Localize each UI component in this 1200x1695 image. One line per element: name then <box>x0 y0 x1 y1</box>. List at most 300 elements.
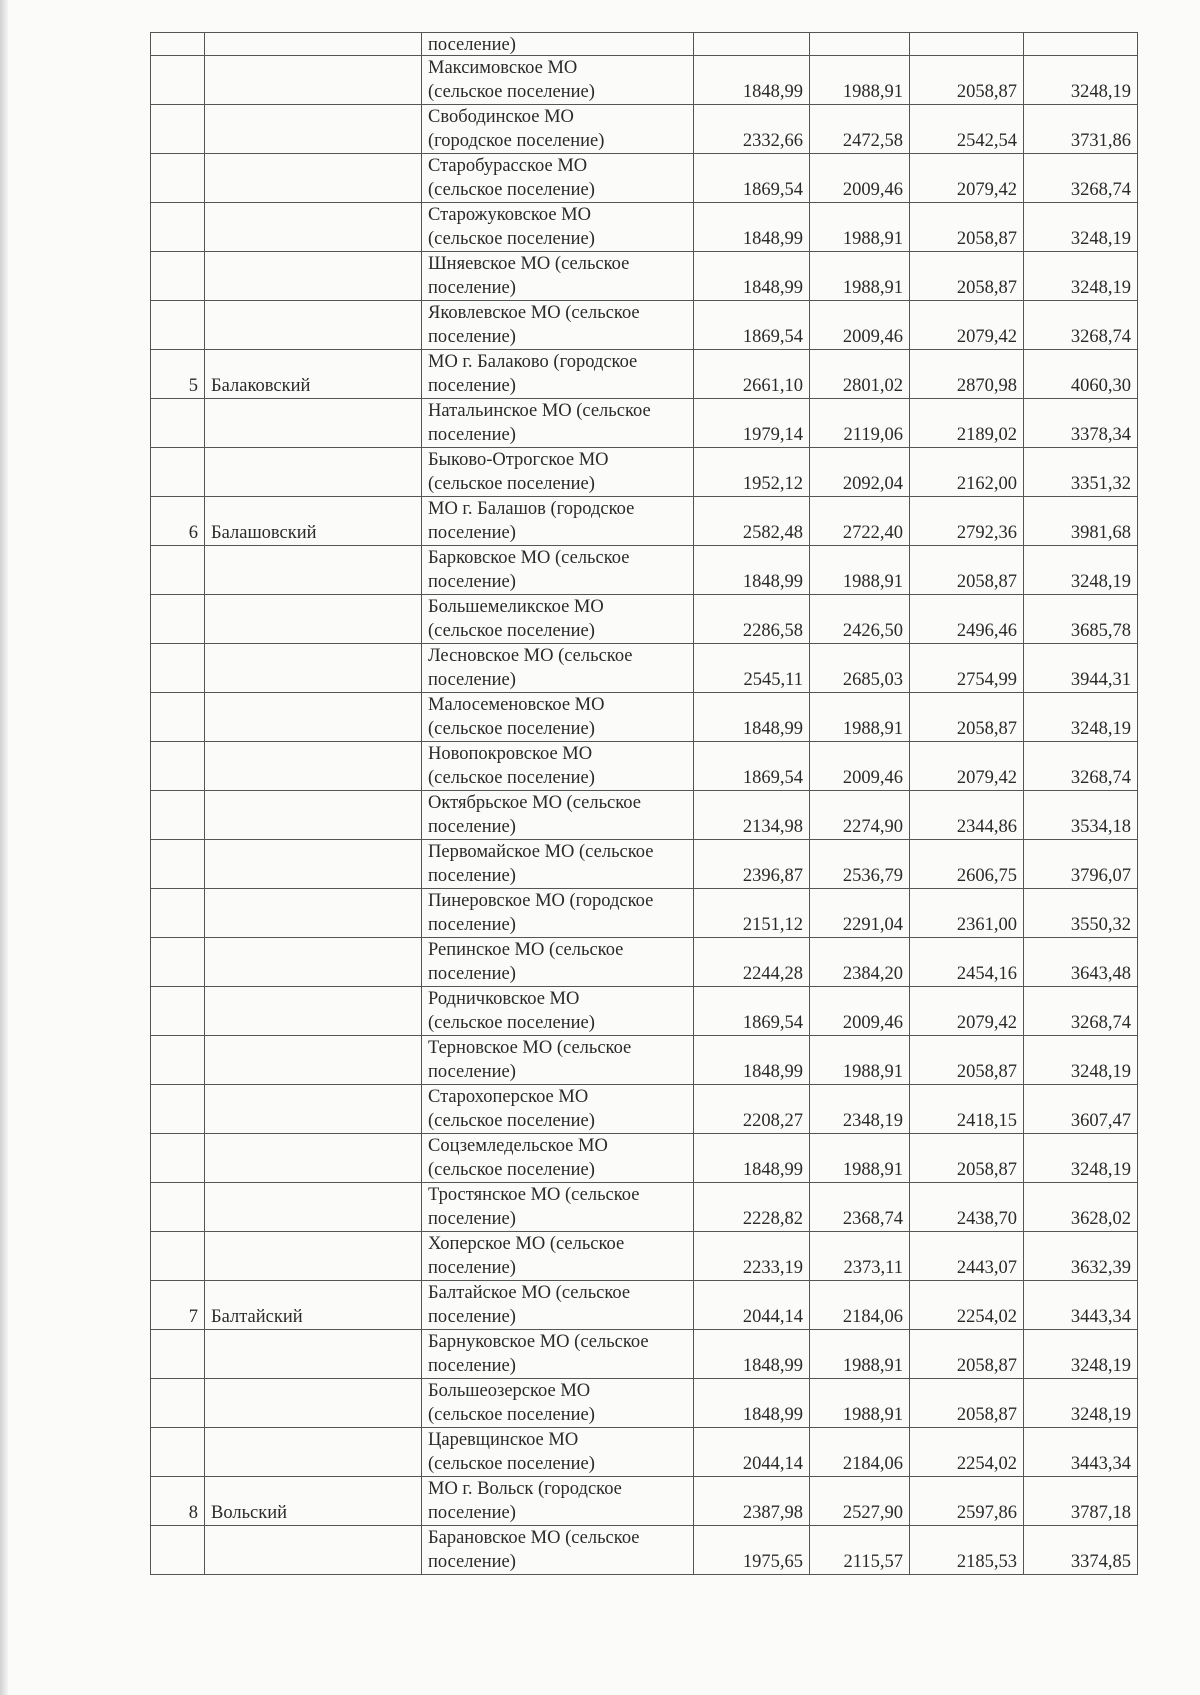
value-cell-3: 2058,87 <box>910 1036 1024 1085</box>
district-cell <box>205 203 422 252</box>
value-cell-4: 3944,31 <box>1024 644 1138 693</box>
value-cell-3: 2542,54 <box>910 105 1024 154</box>
value-cell-1: 1869,54 <box>694 301 810 350</box>
value-cell-2: 2527,90 <box>810 1477 910 1526</box>
municipality-name-line2: поселение) <box>428 1503 516 1523</box>
municipality-name-line2: поселение) <box>428 35 516 55</box>
value-cell-2 <box>810 33 910 56</box>
municipality-name-line1: Старобурасское МО <box>428 156 588 176</box>
value-cell-3: 2058,87 <box>910 1330 1024 1379</box>
value-cell-1: 1848,99 <box>694 203 810 252</box>
table-row <box>151 1281 1138 1330</box>
value-cell-2: 2274,90 <box>810 791 910 840</box>
municipality-name-line2: (сельское поселение) <box>428 1405 595 1425</box>
municipality-name-line1: МО г. Балашов (городское <box>428 499 635 519</box>
value-cell-3: 2058,87 <box>910 252 1024 301</box>
page-edge-shadow <box>0 0 8 1695</box>
row-number-cell <box>151 595 205 644</box>
table-row <box>151 889 1138 938</box>
municipality-cell <box>422 350 694 399</box>
district-cell <box>205 33 422 56</box>
table-row <box>151 350 1138 399</box>
table-row <box>151 56 1138 105</box>
value-cell-4 <box>1024 33 1138 56</box>
municipality-cell <box>422 693 694 742</box>
municipality-cell <box>422 448 694 497</box>
value-cell-2: 2115,57 <box>810 1526 910 1575</box>
district-cell <box>205 644 422 693</box>
value-cell-3: 2058,87 <box>910 546 1024 595</box>
value-cell-3: 2597,86 <box>910 1477 1024 1526</box>
value-cell-4: 3632,39 <box>1024 1232 1138 1281</box>
district-cell <box>205 1085 422 1134</box>
value-cell-1: 1869,54 <box>694 987 810 1036</box>
value-cell-4: 3796,07 <box>1024 840 1138 889</box>
row-number-cell <box>151 1330 205 1379</box>
municipality-cell <box>422 644 694 693</box>
value-cell-2: 2009,46 <box>810 154 910 203</box>
value-cell-3: 2185,53 <box>910 1526 1024 1575</box>
municipality-name-line2: (сельское поселение) <box>428 621 595 641</box>
value-cell-3: 2254,02 <box>910 1281 1024 1330</box>
value-cell-3: 2754,99 <box>910 644 1024 693</box>
municipality-name-line2: поселение) <box>428 523 516 543</box>
value-cell-3: 2058,87 <box>910 56 1024 105</box>
municipality-name-line1: Репинское МО (сельское <box>428 940 624 960</box>
value-cell-1: 2044,14 <box>694 1428 810 1477</box>
municipality-name-line2: поселение) <box>428 1062 516 1082</box>
value-cell-4: 3787,18 <box>1024 1477 1138 1526</box>
value-cell-3: 2058,87 <box>910 203 1024 252</box>
value-cell-1: 2233,19 <box>694 1232 810 1281</box>
municipality-name-line2: поселение) <box>428 866 516 886</box>
value-cell-1: 2208,27 <box>694 1085 810 1134</box>
value-cell-3: 2162,00 <box>910 448 1024 497</box>
value-cell-3: 2606,75 <box>910 840 1024 889</box>
municipality-name-line2: (городское поселение) <box>428 131 605 151</box>
table-row <box>151 154 1138 203</box>
value-cell-3: 2438,70 <box>910 1183 1024 1232</box>
municipality-name-line2: поселение) <box>428 915 516 935</box>
municipality-name-line1: Большеозерское МО <box>428 1381 591 1401</box>
value-cell-1: 1869,54 <box>694 742 810 791</box>
district-cell <box>205 1134 422 1183</box>
value-cell-4: 3443,34 <box>1024 1281 1138 1330</box>
value-cell-1: 2044,14 <box>694 1281 810 1330</box>
value-cell-1: 1848,99 <box>694 693 810 742</box>
municipality-cell <box>422 889 694 938</box>
municipality-name-line1: Терновское МО (сельское <box>428 1038 632 1058</box>
municipality-name-line1: Малосеменовское МО <box>428 695 605 715</box>
municipality-name-line1: Лесновское МО (сельское <box>428 646 633 666</box>
table-row <box>151 644 1138 693</box>
row-number-cell <box>151 448 205 497</box>
value-cell-3: 2496,46 <box>910 595 1024 644</box>
value-cell-1: 1975,65 <box>694 1526 810 1575</box>
municipality-name-line2: (сельское поселение) <box>428 180 595 200</box>
district-cell <box>205 938 422 987</box>
municipality-name-line1: Царевщинское МО <box>428 1430 579 1450</box>
value-cell-2: 1988,91 <box>810 1330 910 1379</box>
district-cell <box>205 105 422 154</box>
value-cell-1: 1869,54 <box>694 154 810 203</box>
row-number-cell <box>151 644 205 693</box>
value-cell-2: 1988,91 <box>810 1036 910 1085</box>
municipality-cell <box>422 203 694 252</box>
district-cell <box>205 56 422 105</box>
municipality-cell <box>422 1428 694 1477</box>
municipality-name-line2: поселение) <box>428 670 516 690</box>
district-cell <box>205 791 422 840</box>
district-cell: Балаковский <box>205 350 422 399</box>
value-cell-2: 1988,91 <box>810 252 910 301</box>
row-number-cell <box>151 693 205 742</box>
value-cell-4: 3268,74 <box>1024 742 1138 791</box>
municipality-name-line1: Хоперское МО (сельское <box>428 1234 625 1254</box>
table-row <box>151 252 1138 301</box>
value-cell-1: 2244,28 <box>694 938 810 987</box>
district-cell <box>205 252 422 301</box>
value-cell-1: 2396,87 <box>694 840 810 889</box>
value-cell-3: 2079,42 <box>910 154 1024 203</box>
value-cell-4: 3981,68 <box>1024 497 1138 546</box>
municipality-name-line2: (сельское поселение) <box>428 1160 595 1180</box>
municipality-cell <box>422 33 694 56</box>
value-cell-3: 2792,36 <box>910 497 1024 546</box>
district-cell <box>205 693 422 742</box>
value-cell-1: 2387,98 <box>694 1477 810 1526</box>
district-cell: Балашовский <box>205 497 422 546</box>
table-row <box>151 791 1138 840</box>
municipality-name-line2: поселение) <box>428 1258 516 1278</box>
district-cell <box>205 742 422 791</box>
municipality-cell <box>422 1477 694 1526</box>
row-number-cell <box>151 840 205 889</box>
table-row <box>151 1183 1138 1232</box>
table-row <box>151 301 1138 350</box>
municipality-cell <box>422 56 694 105</box>
value-cell-3: 2418,15 <box>910 1085 1024 1134</box>
row-number-cell <box>151 105 205 154</box>
value-cell-4: 3268,74 <box>1024 154 1138 203</box>
municipality-name-line1: Быково-Отрогское МО <box>428 450 609 470</box>
municipality-name-line1: Соцземледельское МО <box>428 1136 608 1156</box>
row-number-cell <box>151 1232 205 1281</box>
value-cell-2: 2536,79 <box>810 840 910 889</box>
municipality-name-line2: поселение) <box>428 327 516 347</box>
municipality-name-line2: (сельское поселение) <box>428 719 595 739</box>
value-cell-4: 3643,48 <box>1024 938 1138 987</box>
table-row <box>151 1477 1138 1526</box>
value-cell-3: 2079,42 <box>910 301 1024 350</box>
value-cell-4: 3534,18 <box>1024 791 1138 840</box>
value-cell-3: 2454,16 <box>910 938 1024 987</box>
table-row <box>151 693 1138 742</box>
municipality-cell <box>422 1281 694 1330</box>
municipality-name-line1: Барковское МО (сельское <box>428 548 630 568</box>
row-number-cell <box>151 742 205 791</box>
value-cell-1: 2286,58 <box>694 595 810 644</box>
municipality-cell <box>422 742 694 791</box>
municipality-cell <box>422 1526 694 1575</box>
value-cell-1: 1952,12 <box>694 448 810 497</box>
table-row <box>151 448 1138 497</box>
value-cell-4: 3248,19 <box>1024 546 1138 595</box>
table-row <box>151 1036 1138 1085</box>
value-cell-2: 2384,20 <box>810 938 910 987</box>
municipality-cell <box>422 399 694 448</box>
row-number-cell: 7 <box>151 1281 205 1330</box>
municipality-cell <box>422 1036 694 1085</box>
municipality-name-line1: Максимовское МО <box>428 58 578 78</box>
value-cell-2: 2092,04 <box>810 448 910 497</box>
municipality-cell <box>422 497 694 546</box>
value-cell-1: 1848,99 <box>694 1134 810 1183</box>
municipality-cell <box>422 840 694 889</box>
value-cell-4: 3731,86 <box>1024 105 1138 154</box>
row-number-cell: 5 <box>151 350 205 399</box>
table-row <box>151 1134 1138 1183</box>
value-cell-1: 2545,11 <box>694 644 810 693</box>
row-number-cell <box>151 791 205 840</box>
municipality-cell <box>422 987 694 1036</box>
municipality-cell <box>422 1134 694 1183</box>
value-cell-1: 2228,82 <box>694 1183 810 1232</box>
district-cell <box>205 448 422 497</box>
value-cell-3: 2189,02 <box>910 399 1024 448</box>
municipality-name-line1: Тростянское МО (сельское <box>428 1185 640 1205</box>
district-cell <box>205 1428 422 1477</box>
value-cell-4: 3374,85 <box>1024 1526 1138 1575</box>
table-row <box>151 546 1138 595</box>
row-number-cell <box>151 889 205 938</box>
table-row <box>151 33 1138 56</box>
district-cell <box>205 595 422 644</box>
district-cell <box>205 1036 422 1085</box>
district-cell <box>205 546 422 595</box>
municipality-name-line2: поселение) <box>428 817 516 837</box>
value-cell-2: 2009,46 <box>810 742 910 791</box>
value-cell-2: 2348,19 <box>810 1085 910 1134</box>
municipality-cell <box>422 154 694 203</box>
value-cell-2: 1988,91 <box>810 546 910 595</box>
value-cell-1 <box>694 33 810 56</box>
value-cell-2: 1988,91 <box>810 56 910 105</box>
district-cell <box>205 1526 422 1575</box>
municipality-name-line1: Старожуковское МО <box>428 205 591 225</box>
row-number-cell <box>151 1379 205 1428</box>
district-cell: Вольский <box>205 1477 422 1526</box>
row-number-cell <box>151 1085 205 1134</box>
tariff-table <box>150 32 1138 1575</box>
value-cell-2: 2009,46 <box>810 301 910 350</box>
municipality-name-line2: поселение) <box>428 1356 516 1376</box>
municipality-name-line1: Натальинское МО (сельское <box>428 401 651 421</box>
value-cell-3: 2058,87 <box>910 693 1024 742</box>
row-number-cell <box>151 203 205 252</box>
municipality-name-line2: (сельское поселение) <box>428 768 595 788</box>
row-number-cell <box>151 546 205 595</box>
municipality-name-line2: (сельское поселение) <box>428 1013 595 1033</box>
row-number-cell <box>151 938 205 987</box>
table-row <box>151 1085 1138 1134</box>
row-number-cell: 8 <box>151 1477 205 1526</box>
municipality-name-line1: Старохоперское МО <box>428 1087 589 1107</box>
municipality-name-line1: Барановское МО (сельское <box>428 1528 640 1548</box>
value-cell-1: 2661,10 <box>694 350 810 399</box>
value-cell-2: 2009,46 <box>810 987 910 1036</box>
value-cell-4: 3248,19 <box>1024 203 1138 252</box>
table-body <box>151 33 1138 1575</box>
municipality-name-line2: поселение) <box>428 964 516 984</box>
district-cell: Балтайский <box>205 1281 422 1330</box>
municipality-name-line2: (сельское поселение) <box>428 229 595 249</box>
value-cell-4: 3378,34 <box>1024 399 1138 448</box>
value-cell-2: 2373,11 <box>810 1232 910 1281</box>
municipality-cell <box>422 546 694 595</box>
municipality-name-line1: Свободинское МО <box>428 107 574 127</box>
value-cell-3: 2058,87 <box>910 1134 1024 1183</box>
municipality-cell <box>422 1330 694 1379</box>
row-number-cell <box>151 1036 205 1085</box>
row-number-cell <box>151 1428 205 1477</box>
value-cell-4: 3248,19 <box>1024 693 1138 742</box>
value-cell-1: 2332,66 <box>694 105 810 154</box>
value-cell-4: 4060,30 <box>1024 350 1138 399</box>
municipality-cell <box>422 252 694 301</box>
municipality-name-line2: поселение) <box>428 376 516 396</box>
municipality-name-line1: Пинеровское МО (городское <box>428 891 654 911</box>
value-cell-2: 2722,40 <box>810 497 910 546</box>
municipality-name-line1: Большемеликское МО <box>428 597 604 617</box>
municipality-name-line2: (сельское поселение) <box>428 474 595 494</box>
municipality-name-line1: Шняевское МО (сельское <box>428 254 630 274</box>
value-cell-3: 2079,42 <box>910 987 1024 1036</box>
district-cell <box>205 399 422 448</box>
value-cell-1: 2134,98 <box>694 791 810 840</box>
row-number-cell <box>151 252 205 301</box>
value-cell-4: 3607,47 <box>1024 1085 1138 1134</box>
row-number-cell <box>151 301 205 350</box>
municipality-name-line2: поселение) <box>428 1307 516 1327</box>
value-cell-4: 3268,74 <box>1024 987 1138 1036</box>
table-row <box>151 840 1138 889</box>
table-row <box>151 987 1138 1036</box>
value-cell-2: 2426,50 <box>810 595 910 644</box>
value-cell-1: 2151,12 <box>694 889 810 938</box>
table-row <box>151 399 1138 448</box>
municipality-cell <box>422 791 694 840</box>
value-cell-4: 3248,19 <box>1024 1330 1138 1379</box>
value-cell-1: 1848,99 <box>694 1330 810 1379</box>
value-cell-4: 3268,74 <box>1024 301 1138 350</box>
value-cell-1: 1979,14 <box>694 399 810 448</box>
municipality-name-line2: (сельское поселение) <box>428 82 595 102</box>
value-cell-2: 2685,03 <box>810 644 910 693</box>
municipality-cell <box>422 105 694 154</box>
value-cell-3: 2443,07 <box>910 1232 1024 1281</box>
municipality-cell <box>422 1183 694 1232</box>
municipality-name-line2: поселение) <box>428 425 516 445</box>
municipality-name-line1: Родничковское МО <box>428 989 580 1009</box>
municipality-cell <box>422 938 694 987</box>
municipality-name-line2: поселение) <box>428 1552 516 1572</box>
value-cell-1: 1848,99 <box>694 1379 810 1428</box>
value-cell-1: 2582,48 <box>694 497 810 546</box>
municipality-name-line2: поселение) <box>428 572 516 592</box>
municipality-name-line2: поселение) <box>428 1209 516 1229</box>
value-cell-2: 2184,06 <box>810 1428 910 1477</box>
value-cell-1: 1848,99 <box>694 56 810 105</box>
value-cell-4: 3628,02 <box>1024 1183 1138 1232</box>
municipality-cell <box>422 1232 694 1281</box>
municipality-cell <box>422 1379 694 1428</box>
district-cell <box>205 1232 422 1281</box>
district-cell <box>205 154 422 203</box>
value-cell-4: 3351,32 <box>1024 448 1138 497</box>
table-row <box>151 1330 1138 1379</box>
municipality-name-line1: Яковлевское МО (сельское <box>428 303 640 323</box>
table-row <box>151 1232 1138 1281</box>
value-cell-2: 2801,02 <box>810 350 910 399</box>
row-number-cell <box>151 987 205 1036</box>
table-row <box>151 1428 1138 1477</box>
municipality-name-line2: (сельское поселение) <box>428 1111 595 1131</box>
row-number-cell <box>151 33 205 56</box>
district-cell <box>205 301 422 350</box>
value-cell-2: 1988,91 <box>810 203 910 252</box>
value-cell-2: 1988,91 <box>810 1134 910 1183</box>
municipality-name-line2: поселение) <box>428 278 516 298</box>
row-number-cell: 6 <box>151 497 205 546</box>
municipality-name-line1: МО г. Вольск (городское <box>428 1479 622 1499</box>
row-number-cell <box>151 1183 205 1232</box>
table-row <box>151 1379 1138 1428</box>
municipality-name-line1: МО г. Балаково (городское <box>428 352 638 372</box>
municipality-name-line1: Новопокровское МО <box>428 744 593 764</box>
value-cell-2: 1988,91 <box>810 693 910 742</box>
row-number-cell <box>151 1526 205 1575</box>
value-cell-2: 2119,06 <box>810 399 910 448</box>
value-cell-4: 3248,19 <box>1024 252 1138 301</box>
district-cell <box>205 889 422 938</box>
value-cell-1: 1848,99 <box>694 252 810 301</box>
municipality-cell <box>422 301 694 350</box>
table-row <box>151 105 1138 154</box>
value-cell-3: 2344,86 <box>910 791 1024 840</box>
value-cell-3 <box>910 33 1024 56</box>
value-cell-3: 2058,87 <box>910 1379 1024 1428</box>
municipality-cell <box>422 595 694 644</box>
value-cell-2: 1988,91 <box>810 1379 910 1428</box>
value-cell-3: 2870,98 <box>910 350 1024 399</box>
district-cell <box>205 1330 422 1379</box>
municipality-name-line1: Балтайское МО (сельское <box>428 1283 631 1303</box>
municipality-name-line1: Октябрьское МО (сельское <box>428 793 641 813</box>
value-cell-2: 2472,58 <box>810 105 910 154</box>
value-cell-4: 3248,19 <box>1024 56 1138 105</box>
value-cell-4: 3248,19 <box>1024 1036 1138 1085</box>
row-number-cell <box>151 56 205 105</box>
value-cell-4: 3550,32 <box>1024 889 1138 938</box>
table-row <box>151 595 1138 644</box>
municipality-name-line1: Барнуковское МО (сельское <box>428 1332 649 1352</box>
value-cell-4: 3443,34 <box>1024 1428 1138 1477</box>
district-cell <box>205 840 422 889</box>
row-number-cell <box>151 399 205 448</box>
value-cell-1: 1848,99 <box>694 1036 810 1085</box>
value-cell-3: 2079,42 <box>910 742 1024 791</box>
